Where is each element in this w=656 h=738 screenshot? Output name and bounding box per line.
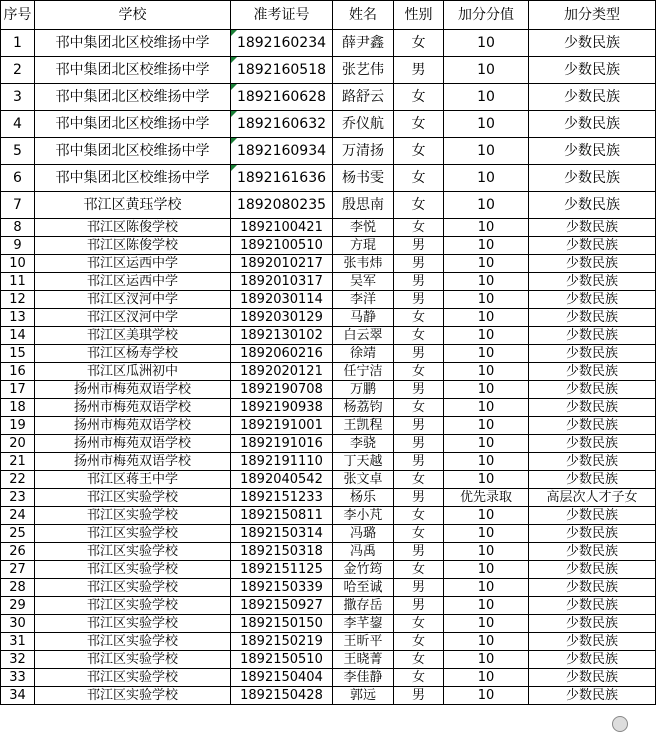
cell-school: 邗中集团北区校维扬中学 bbox=[35, 165, 231, 192]
cell-gender: 男 bbox=[394, 273, 444, 291]
cell-name: 王晓菁 bbox=[333, 651, 394, 669]
table-row bbox=[1, 273, 656, 291]
table-row bbox=[1, 192, 656, 219]
cell-bonus-type: 少数民族 bbox=[529, 525, 656, 543]
cell-gender: 女 bbox=[394, 633, 444, 651]
cell-bonus-type: 少数民族 bbox=[529, 219, 656, 237]
cell-name: 任宁洁 bbox=[333, 363, 394, 381]
cell-bonus-type: 少数民族 bbox=[529, 363, 656, 381]
cell-seq: 29 bbox=[1, 597, 35, 615]
cell-exam-id: 1892150219 bbox=[231, 633, 333, 651]
cell-bonus-score: 10 bbox=[444, 615, 529, 633]
cell-gender: 女 bbox=[394, 561, 444, 579]
cell-seq: 7 bbox=[1, 192, 35, 219]
cell-school: 邗中集团北区校维扬中学 bbox=[35, 30, 231, 57]
cell-seq: 12 bbox=[1, 291, 35, 309]
cell-bonus-score: 10 bbox=[444, 651, 529, 669]
cell-name: 方琨 bbox=[333, 237, 394, 255]
cell-seq: 16 bbox=[1, 363, 35, 381]
cell-name: 撒存岳 bbox=[333, 597, 394, 615]
cell-exam-id: 1892060216 bbox=[231, 345, 333, 363]
cell-seq: 20 bbox=[1, 435, 35, 453]
cell-bonus-score: 10 bbox=[444, 579, 529, 597]
cell-bonus-score: 10 bbox=[444, 507, 529, 525]
cell-seq: 3 bbox=[1, 84, 35, 111]
cell-school: 邗江区实验学校 bbox=[35, 651, 231, 669]
cell-school: 邗江区黄珏学校 bbox=[35, 192, 231, 219]
table-row bbox=[1, 651, 656, 669]
cell-name: 张艺伟 bbox=[333, 57, 394, 84]
cell-exam-id: 1892150428 bbox=[231, 687, 333, 705]
cell-bonus-type: 少数民族 bbox=[529, 84, 656, 111]
table-row bbox=[1, 489, 656, 507]
cell-exam-id: 1892100421 bbox=[231, 219, 333, 237]
cell-name: 吴军 bbox=[333, 273, 394, 291]
cell-gender: 男 bbox=[394, 417, 444, 435]
cell-exam-id: 1892160632 bbox=[231, 111, 333, 138]
cell-bonus-score: 10 bbox=[444, 417, 529, 435]
cell-school: 邗江区瓜洲初中 bbox=[35, 363, 231, 381]
cell-bonus-type: 少数民族 bbox=[529, 111, 656, 138]
cell-gender: 男 bbox=[394, 453, 444, 471]
cell-exam-id: 1892150927 bbox=[231, 597, 333, 615]
cell-exam-id: 1892150811 bbox=[231, 507, 333, 525]
cell-school: 邗江区实验学校 bbox=[35, 669, 231, 687]
table-row bbox=[1, 579, 656, 597]
cell-exam-id: 1892150150 bbox=[231, 615, 333, 633]
cell-name: 金竹筠 bbox=[333, 561, 394, 579]
cell-gender: 男 bbox=[394, 597, 444, 615]
table-row bbox=[1, 399, 656, 417]
cell-name: 薛尹鑫 bbox=[333, 30, 394, 57]
cell-exam-id: 1892191001 bbox=[231, 417, 333, 435]
cell-seq: 2 bbox=[1, 57, 35, 84]
cell-exam-id: 1892150510 bbox=[231, 651, 333, 669]
table-row bbox=[1, 669, 656, 687]
table-row bbox=[1, 111, 656, 138]
cell-name: 路舒云 bbox=[333, 84, 394, 111]
cell-bonus-type: 少数民族 bbox=[529, 453, 656, 471]
cell-seq: 9 bbox=[1, 237, 35, 255]
cell-exam-id: 1892160234 bbox=[231, 30, 333, 57]
cell-name: 郭远 bbox=[333, 687, 394, 705]
cell-name: 王昕平 bbox=[333, 633, 394, 651]
cell-gender: 男 bbox=[394, 687, 444, 705]
cell-bonus-score: 10 bbox=[444, 363, 529, 381]
table-row bbox=[1, 291, 656, 309]
cell-school: 邗中集团北区校维扬中学 bbox=[35, 138, 231, 165]
table-row bbox=[1, 597, 656, 615]
cell-name: 丁天越 bbox=[333, 453, 394, 471]
table-row bbox=[1, 543, 656, 561]
table-row bbox=[1, 381, 656, 399]
cell-bonus-type: 少数民族 bbox=[529, 669, 656, 687]
cell-name: 万鹏 bbox=[333, 381, 394, 399]
cell-school: 邗江区陈俊学校 bbox=[35, 219, 231, 237]
cell-exam-id: 1892151233 bbox=[231, 489, 333, 507]
cell-seq: 18 bbox=[1, 399, 35, 417]
cell-gender: 女 bbox=[394, 615, 444, 633]
cell-school: 邗中集团北区校维扬中学 bbox=[35, 84, 231, 111]
cell-seq: 19 bbox=[1, 417, 35, 435]
cell-exam-id: 1892160934 bbox=[231, 138, 333, 165]
cell-name: 李小芃 bbox=[333, 507, 394, 525]
cell-bonus-type: 少数民族 bbox=[529, 291, 656, 309]
cell-school: 邗江区运西中学 bbox=[35, 255, 231, 273]
cell-gender: 男 bbox=[394, 579, 444, 597]
cell-bonus-score: 10 bbox=[444, 561, 529, 579]
cell-exam-id: 1892151125 bbox=[231, 561, 333, 579]
table-row bbox=[1, 687, 656, 705]
cell-school: 邗江区实验学校 bbox=[35, 615, 231, 633]
cell-exam-id: 1892130102 bbox=[231, 327, 333, 345]
cell-bonus-type: 少数民族 bbox=[529, 192, 656, 219]
cell-bonus-score: 10 bbox=[444, 291, 529, 309]
table-row bbox=[1, 138, 656, 165]
cell-gender: 女 bbox=[394, 309, 444, 327]
cell-name: 杨书雯 bbox=[333, 165, 394, 192]
cell-bonus-type: 少数民族 bbox=[529, 327, 656, 345]
cell-exam-id: 1892160518 bbox=[231, 57, 333, 84]
cell-gender: 男 bbox=[394, 435, 444, 453]
cell-exam-id: 1892020121 bbox=[231, 363, 333, 381]
cell-school: 邗江区实验学校 bbox=[35, 525, 231, 543]
cell-seq: 10 bbox=[1, 255, 35, 273]
cell-school: 扬州市梅苑双语学校 bbox=[35, 453, 231, 471]
wechat-avatar-icon bbox=[612, 716, 628, 732]
cell-bonus-score: 10 bbox=[444, 30, 529, 57]
table-row bbox=[1, 237, 656, 255]
cell-school: 扬州市梅苑双语学校 bbox=[35, 399, 231, 417]
cell-seq: 6 bbox=[1, 165, 35, 192]
cell-gender: 女 bbox=[394, 327, 444, 345]
header-bonus-score: 加分分值 bbox=[444, 1, 529, 30]
cell-school: 扬州市梅苑双语学校 bbox=[35, 435, 231, 453]
cell-bonus-score: 优先录取 bbox=[444, 489, 529, 507]
cell-bonus-score: 10 bbox=[444, 192, 529, 219]
cell-school: 邗江区实验学校 bbox=[35, 561, 231, 579]
cell-bonus-type: 少数民族 bbox=[529, 273, 656, 291]
cell-seq: 21 bbox=[1, 453, 35, 471]
cell-bonus-type: 少数民族 bbox=[529, 687, 656, 705]
cell-bonus-type: 少数民族 bbox=[529, 597, 656, 615]
cell-school: 邗中集团北区校维扬中学 bbox=[35, 111, 231, 138]
cell-exam-id: 1892010217 bbox=[231, 255, 333, 273]
cell-bonus-score: 10 bbox=[444, 255, 529, 273]
cell-bonus-type: 少数民族 bbox=[529, 165, 656, 192]
header-row bbox=[1, 1, 656, 30]
cell-name: 李悦 bbox=[333, 219, 394, 237]
cell-bonus-type: 少数民族 bbox=[529, 435, 656, 453]
cell-exam-id: 1892161636 bbox=[231, 165, 333, 192]
cell-name: 万清扬 bbox=[333, 138, 394, 165]
cell-school: 邗江区实验学校 bbox=[35, 633, 231, 651]
cell-bonus-type: 少数民族 bbox=[529, 543, 656, 561]
cell-bonus-score: 10 bbox=[444, 84, 529, 111]
cell-name: 白云翠 bbox=[333, 327, 394, 345]
cell-gender: 女 bbox=[394, 111, 444, 138]
cell-bonus-score: 10 bbox=[444, 669, 529, 687]
cell-seq: 11 bbox=[1, 273, 35, 291]
cell-name: 乔仪航 bbox=[333, 111, 394, 138]
cell-gender: 男 bbox=[394, 57, 444, 84]
cell-gender: 男 bbox=[394, 381, 444, 399]
header-school: 学校 bbox=[35, 1, 231, 30]
table-row bbox=[1, 507, 656, 525]
table-row bbox=[1, 255, 656, 273]
cell-exam-id: 1892150318 bbox=[231, 543, 333, 561]
cell-bonus-score: 10 bbox=[444, 111, 529, 138]
cell-gender: 女 bbox=[394, 669, 444, 687]
cell-bonus-type: 少数民族 bbox=[529, 471, 656, 489]
cell-gender: 男 bbox=[394, 237, 444, 255]
header-name: 姓名 bbox=[333, 1, 394, 30]
cell-exam-id: 1892150314 bbox=[231, 525, 333, 543]
cell-bonus-score: 10 bbox=[444, 543, 529, 561]
cell-gender: 女 bbox=[394, 138, 444, 165]
cell-bonus-score: 10 bbox=[444, 138, 529, 165]
cell-bonus-type: 少数民族 bbox=[529, 417, 656, 435]
cell-bonus-type: 少数民族 bbox=[529, 381, 656, 399]
cell-exam-id: 1892190708 bbox=[231, 381, 333, 399]
table-row bbox=[1, 525, 656, 543]
table-row bbox=[1, 219, 656, 237]
cell-gender: 女 bbox=[394, 525, 444, 543]
table-row bbox=[1, 345, 656, 363]
cell-bonus-type: 少数民族 bbox=[529, 579, 656, 597]
cell-bonus-score: 10 bbox=[444, 309, 529, 327]
cell-bonus-score: 10 bbox=[444, 327, 529, 345]
table-row bbox=[1, 453, 656, 471]
header-gender: 性别 bbox=[394, 1, 444, 30]
cell-gender: 女 bbox=[394, 651, 444, 669]
cell-bonus-type: 少数民族 bbox=[529, 561, 656, 579]
table-row bbox=[1, 561, 656, 579]
cell-exam-id: 1892010317 bbox=[231, 273, 333, 291]
cell-seq: 4 bbox=[1, 111, 35, 138]
table-row bbox=[1, 165, 656, 192]
cell-exam-id: 1892030129 bbox=[231, 309, 333, 327]
header-seq: 序号 bbox=[1, 1, 35, 30]
cell-name: 王凯程 bbox=[333, 417, 394, 435]
table-row bbox=[1, 30, 656, 57]
cell-gender: 女 bbox=[394, 363, 444, 381]
cell-name: 杨荔钧 bbox=[333, 399, 394, 417]
cell-name: 冯璐 bbox=[333, 525, 394, 543]
cell-seq: 32 bbox=[1, 651, 35, 669]
cell-bonus-score: 10 bbox=[444, 273, 529, 291]
cell-seq: 1 bbox=[1, 30, 35, 57]
table-row bbox=[1, 327, 656, 345]
cell-exam-id: 1892191110 bbox=[231, 453, 333, 471]
cell-bonus-type: 少数民族 bbox=[529, 633, 656, 651]
cell-school: 邗江区实验学校 bbox=[35, 597, 231, 615]
cell-name: 张文卓 bbox=[333, 471, 394, 489]
cell-bonus-type: 高层次人才子女 bbox=[529, 489, 656, 507]
cell-gender: 男 bbox=[394, 345, 444, 363]
cell-seq: 25 bbox=[1, 525, 35, 543]
cell-school: 邗江区汊河中学 bbox=[35, 291, 231, 309]
cell-seq: 22 bbox=[1, 471, 35, 489]
table-row bbox=[1, 363, 656, 381]
cell-gender: 女 bbox=[394, 165, 444, 192]
watermark bbox=[612, 716, 628, 732]
cell-exam-id: 1892100510 bbox=[231, 237, 333, 255]
cell-bonus-type: 少数民族 bbox=[529, 507, 656, 525]
cell-exam-id: 1892160628 bbox=[231, 84, 333, 111]
cell-gender: 男 bbox=[394, 489, 444, 507]
table-row bbox=[1, 615, 656, 633]
cell-gender: 女 bbox=[394, 219, 444, 237]
cell-exam-id: 1892190938 bbox=[231, 399, 333, 417]
cell-seq: 24 bbox=[1, 507, 35, 525]
cell-bonus-score: 10 bbox=[444, 525, 529, 543]
cell-name: 李芊鋆 bbox=[333, 615, 394, 633]
cell-gender: 女 bbox=[394, 399, 444, 417]
table-row bbox=[1, 633, 656, 651]
table-row bbox=[1, 57, 656, 84]
cell-exam-id: 1892040542 bbox=[231, 471, 333, 489]
cell-bonus-score: 10 bbox=[444, 345, 529, 363]
table-row bbox=[1, 417, 656, 435]
cell-bonus-type: 少数民族 bbox=[529, 651, 656, 669]
table-row bbox=[1, 435, 656, 453]
cell-school: 邗江区杨寿学校 bbox=[35, 345, 231, 363]
cell-bonus-type: 少数民族 bbox=[529, 399, 656, 417]
table-row bbox=[1, 471, 656, 489]
cell-bonus-score: 10 bbox=[444, 453, 529, 471]
cell-school: 扬州市梅苑双语学校 bbox=[35, 417, 231, 435]
cell-seq: 15 bbox=[1, 345, 35, 363]
cell-school: 邗江区陈俊学校 bbox=[35, 237, 231, 255]
cell-seq: 33 bbox=[1, 669, 35, 687]
cell-exam-id: 1892191016 bbox=[231, 435, 333, 453]
cell-bonus-score: 10 bbox=[444, 57, 529, 84]
cell-bonus-type: 少数民族 bbox=[529, 615, 656, 633]
cell-gender: 女 bbox=[394, 471, 444, 489]
cell-bonus-score: 10 bbox=[444, 381, 529, 399]
header-bonus-type: 加分类型 bbox=[529, 1, 656, 30]
table-row bbox=[1, 84, 656, 111]
cell-seq: 23 bbox=[1, 489, 35, 507]
cell-seq: 27 bbox=[1, 561, 35, 579]
cell-gender: 女 bbox=[394, 507, 444, 525]
cell-seq: 5 bbox=[1, 138, 35, 165]
cell-seq: 8 bbox=[1, 219, 35, 237]
cell-school: 邗江区实验学校 bbox=[35, 507, 231, 525]
cell-gender: 女 bbox=[394, 192, 444, 219]
cell-bonus-type: 少数民族 bbox=[529, 345, 656, 363]
cell-bonus-score: 10 bbox=[444, 633, 529, 651]
cell-name: 冯禹 bbox=[333, 543, 394, 561]
cell-exam-id: 1892150339 bbox=[231, 579, 333, 597]
cell-gender: 男 bbox=[394, 291, 444, 309]
cell-seq: 34 bbox=[1, 687, 35, 705]
cell-bonus-score: 10 bbox=[444, 165, 529, 192]
cell-seq: 13 bbox=[1, 309, 35, 327]
cell-name: 徐靖 bbox=[333, 345, 394, 363]
cell-seq: 28 bbox=[1, 579, 35, 597]
cell-gender: 女 bbox=[394, 30, 444, 57]
cell-school: 邗中集团北区校维扬中学 bbox=[35, 57, 231, 84]
cell-bonus-score: 10 bbox=[444, 597, 529, 615]
cell-school: 邗江区美琪学校 bbox=[35, 327, 231, 345]
cell-bonus-score: 10 bbox=[444, 471, 529, 489]
cell-seq: 30 bbox=[1, 615, 35, 633]
cell-name: 张韦炜 bbox=[333, 255, 394, 273]
cell-name: 殷思南 bbox=[333, 192, 394, 219]
header-exam-id: 准考证号 bbox=[231, 1, 333, 30]
cell-seq: 14 bbox=[1, 327, 35, 345]
cell-name: 李骁 bbox=[333, 435, 394, 453]
cell-school: 邗江区实验学校 bbox=[35, 579, 231, 597]
cell-bonus-type: 少数民族 bbox=[529, 237, 656, 255]
cell-bonus-score: 10 bbox=[444, 687, 529, 705]
cell-bonus-score: 10 bbox=[444, 399, 529, 417]
cell-bonus-type: 少数民族 bbox=[529, 309, 656, 327]
cell-school: 邗江区实验学校 bbox=[35, 687, 231, 705]
table-row bbox=[1, 309, 656, 327]
cell-bonus-score: 10 bbox=[444, 237, 529, 255]
cell-bonus-score: 10 bbox=[444, 219, 529, 237]
cell-bonus-score: 10 bbox=[444, 435, 529, 453]
cell-name: 李佳静 bbox=[333, 669, 394, 687]
cell-seq: 17 bbox=[1, 381, 35, 399]
cell-name: 杨乐 bbox=[333, 489, 394, 507]
cell-school: 邗江区实验学校 bbox=[35, 489, 231, 507]
cell-gender: 男 bbox=[394, 255, 444, 273]
cell-school: 邗江区蒋王中学 bbox=[35, 471, 231, 489]
cell-exam-id: 1892080235 bbox=[231, 192, 333, 219]
cell-bonus-type: 少数民族 bbox=[529, 255, 656, 273]
cell-name: 李洋 bbox=[333, 291, 394, 309]
cell-gender: 男 bbox=[394, 543, 444, 561]
cell-school: 邗江区汊河中学 bbox=[35, 309, 231, 327]
cell-exam-id: 1892150404 bbox=[231, 669, 333, 687]
cell-name: 哈至诚 bbox=[333, 579, 394, 597]
cell-name: 马静 bbox=[333, 309, 394, 327]
cell-school: 扬州市梅苑双语学校 bbox=[35, 381, 231, 399]
cell-school: 邗江区实验学校 bbox=[35, 543, 231, 561]
cell-bonus-type: 少数民族 bbox=[529, 138, 656, 165]
cell-exam-id: 1892030114 bbox=[231, 291, 333, 309]
cell-gender: 女 bbox=[394, 84, 444, 111]
cell-school: 邗江区运西中学 bbox=[35, 273, 231, 291]
cell-seq: 26 bbox=[1, 543, 35, 561]
cell-seq: 31 bbox=[1, 633, 35, 651]
cell-bonus-type: 少数民族 bbox=[529, 30, 656, 57]
cell-bonus-type: 少数民族 bbox=[529, 57, 656, 84]
